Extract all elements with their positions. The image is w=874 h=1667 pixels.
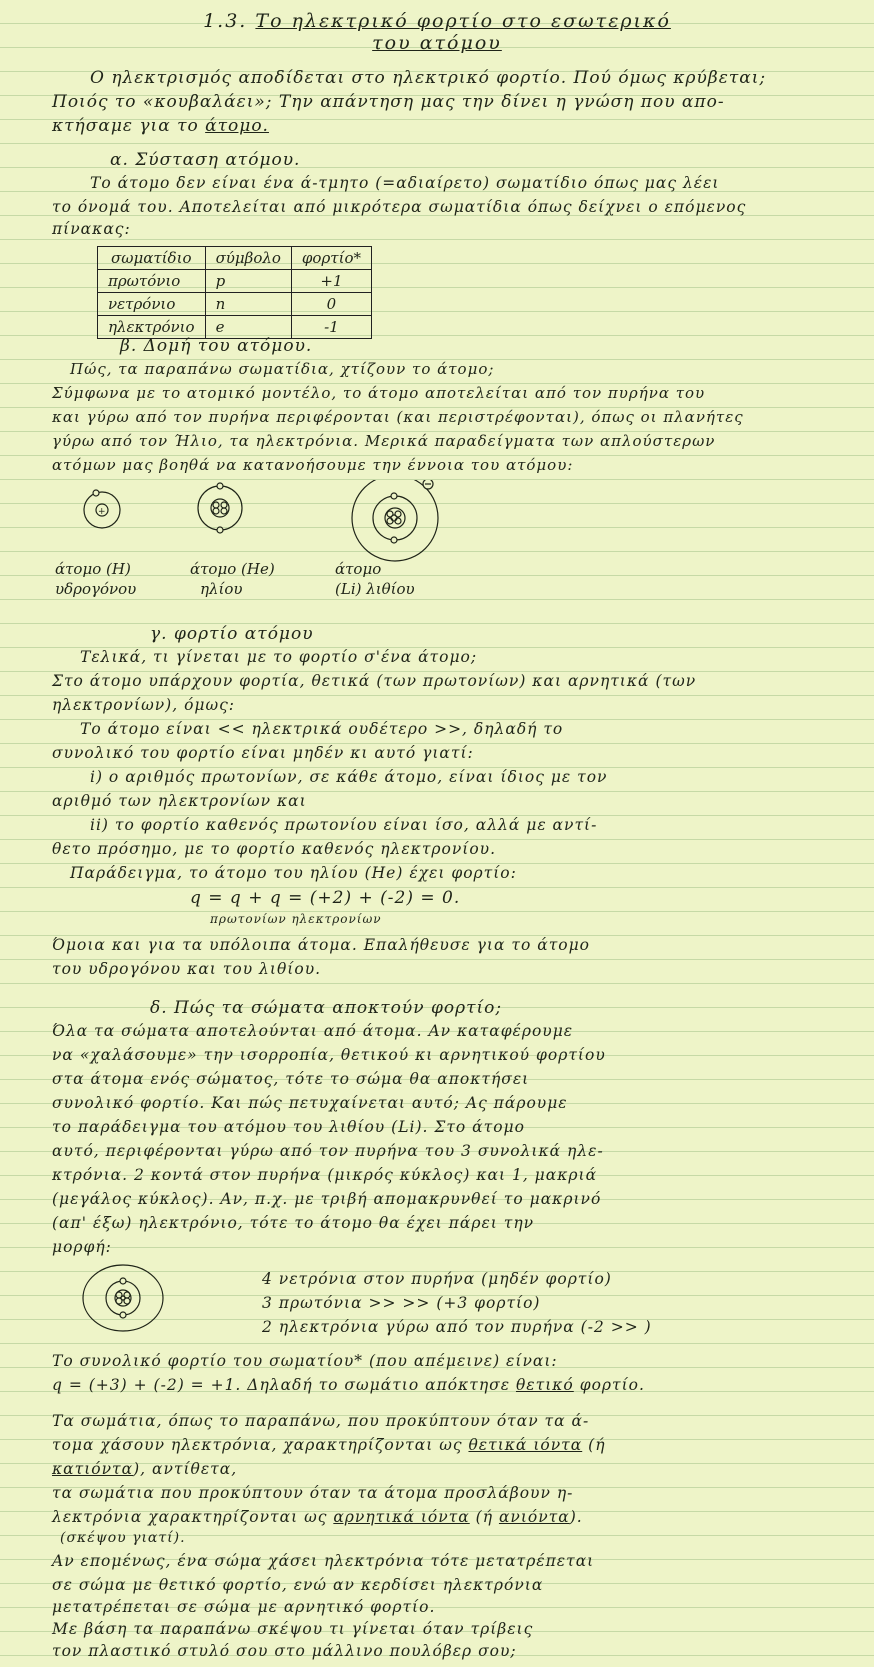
section-b-line: γύρω από τον Ήλιο, τα ηλεκτρόνια. Μερικά παραδείγματα των απλούστερων	[52, 432, 716, 450]
equation-subscripts: πρωτονίων ηλεκτρονίων	[210, 912, 382, 926]
table-row	[98, 270, 372, 293]
section-d-heading: δ. Πώς τα σώματα αποκτούν φορτίο;	[150, 998, 503, 1018]
section-c-line: Παράδειγμα, το άτομο του ηλίου (He) έχει φορτίο:	[70, 864, 517, 882]
section-b-line: Πώς, τα παραπάνω σωματίδια, χτίζουν το άτομο;	[70, 360, 495, 378]
lithium-ion-diagram	[75, 1258, 175, 1338]
table-cell: e	[205, 316, 291, 339]
helium-caption: άτομο (He)	[190, 560, 275, 578]
section-c-line: Στο άτομο υπάρχουν φορτία, θετικά (των πρωτονίων) και αρνητικά (των	[52, 672, 697, 690]
section-a-line: το όνομά του. Αποτελείται από μικρότερα σωματίδια όπως δείχνει ο επόμενος	[52, 198, 747, 216]
positive-ions-term: θετικά ιόντα	[468, 1436, 583, 1454]
final-line	[52, 1436, 605, 1454]
page-title-2	[0, 32, 874, 54]
section-c-line: ηλεκτρονίων), όμως:	[52, 696, 236, 714]
title-line-2: του ατόμου	[372, 32, 502, 54]
section-c-line: Όμοια και για τα υπόλοιπα άτομα. Επαλήθευσε για το άτομο	[52, 936, 591, 954]
final-line: Αν επομένως, ένα σώμα χάσει ηλεκτρόνια τότε μετατρέπεται	[52, 1552, 595, 1570]
section-d-line: αυτό, περιφέρονται γύρω από τον πυρήνα του 3 συνολικά ηλε-	[52, 1142, 604, 1160]
table-row	[98, 293, 372, 316]
table-cell: -1	[291, 316, 371, 339]
section-b-heading: β. Δομή του ατόμου.	[120, 336, 313, 356]
final-line: Τα σωμάτια, όπως το παραπάνω, που προκύπτουν όταν τα ά-	[52, 1412, 590, 1430]
table-header: φορτίο*	[291, 247, 371, 270]
intro-line: Ο ηλεκτρισμός αποδίδεται στο ηλεκτρικό φορτίο. Πού όμως κρύβεται;	[90, 68, 767, 88]
table-cell: ηλεκτρόνιο	[98, 316, 206, 339]
section-d-line: κτρόνια. 2 κοντά στον πυρήνα (μικρός κύκλος) και 1, μακριά	[52, 1166, 598, 1184]
table-header-row	[98, 247, 372, 270]
page-title	[0, 10, 874, 32]
table-cell: p	[205, 270, 291, 293]
hydrogen-caption-2: υδρογόνου	[55, 580, 137, 598]
ion-note: 4 νετρόνια στον πυρήνα (μηδέν φορτίο)	[262, 1270, 612, 1288]
final-text: (ή	[588, 1436, 606, 1454]
section-c-line: του υδρογόνου και του λιθίου.	[52, 960, 322, 978]
intro-text: κτήσαμε για το	[52, 116, 199, 136]
final-line	[52, 1508, 583, 1526]
section-d-line: στα άτομα ενός σώματος, τότε το σώμα θα αποκτήσει	[52, 1070, 530, 1088]
intro-line: Ποιός το «κουβαλάει»; Την απάντηση μας την δίνει η γνώση που απο-	[52, 92, 725, 112]
lithium-caption-2: (Li) λιθίου	[335, 580, 415, 598]
positive-word: θετικό	[515, 1376, 574, 1394]
final-line: τα σωμάτια που προκύπτουν όταν τα άτομα προσλάβουν η-	[52, 1484, 574, 1502]
final-line: σε σώμα με θετικό φορτίο, ενώ αν κερδίσει ηλεκτρόνια	[52, 1576, 544, 1594]
section-d-line: να «χαλάσουμε» την ισορροπία, θετικού κι αρνητικού φορτίου	[52, 1046, 606, 1064]
section-c-line: θετο πρόσημο, με το φορτίο καθενός ηλεκτρονίου.	[52, 840, 497, 858]
helium-atom	[198, 483, 242, 533]
intro-atom-word: άτομο.	[205, 116, 269, 136]
table-header: σύμβολο	[205, 247, 291, 270]
final-text: (ή	[475, 1508, 493, 1526]
lithium-atom	[352, 480, 438, 561]
section-d-line: (απ' έξω) ηλεκτρόνιο, τότε το άτομο θα έχει πάρει την	[52, 1214, 535, 1232]
calc-text: q = (+3) + (-2) = +1. Δηλαδή το σωμάτιο απόκτησε	[52, 1376, 511, 1394]
section-a-line: πίνακας:	[52, 220, 131, 238]
final-line: τον πλαστικό στυλό σου στο μάλλινο πουλόβερ σου;	[52, 1642, 517, 1660]
section-d-line: (μεγάλος κύκλος). Αν, π.χ. με τριβή απομακρυνθεί το μακρινό	[52, 1190, 602, 1208]
section-c-line: Τελικά, τι γίνεται με το φορτίο σ'ένα άτομο;	[80, 648, 478, 666]
section-a-heading: α. Σύσταση ατόμου.	[110, 150, 301, 170]
calc-line	[52, 1376, 645, 1394]
section-d-line: το παράδειγμα του ατόμου του λιθίου (Li). Στο άτομο	[52, 1118, 525, 1136]
section-b-line: ατόμων μας βοηθά να κατανοήσουμε την έννοια του ατόμου:	[52, 456, 574, 474]
section-number: 1.3.	[203, 10, 248, 32]
intro-line	[52, 116, 269, 136]
negative-ions-term: αρνητικά ιόντα	[333, 1508, 470, 1526]
section-c-line: Το άτομο είναι << ηλεκτρικά ουδέτερο >>, δηλαδή το	[80, 720, 564, 738]
atom-diagrams	[70, 480, 490, 590]
cations-term: κατιόντα	[52, 1460, 134, 1478]
section-b-line: Σύμφωνα με το ατομικό μοντέλο, το άτομο αποτελείται από τον πυρήνα του	[52, 384, 706, 402]
final-line: Με βάση τα παραπάνω σκέψου τι γίνεται όταν τρίβεις	[52, 1620, 534, 1638]
hydrogen-atom	[84, 490, 120, 528]
section-c-line: αριθμό των ηλεκτρονίων και	[52, 792, 307, 810]
charge-equation: q = q + q = (+2) + (-2) = 0.	[190, 888, 461, 908]
particles-table	[97, 246, 372, 339]
final-text: ).	[569, 1508, 583, 1526]
final-text: λεκτρόνια χαρακτηρίζονται ως	[52, 1508, 328, 1526]
table-cell: πρωτόνιο	[98, 270, 206, 293]
svg-text:+: +	[98, 507, 106, 517]
lithium-caption: άτομο	[335, 560, 382, 578]
section-c-heading: γ. φορτίο ατόμου	[150, 624, 314, 644]
final-line: (σκέψου γιατί).	[60, 1530, 186, 1546]
final-line: μετατρέπεται σε σώμα με αρνητικό φορτίο.	[52, 1598, 436, 1616]
final-text: τομα χάσουν ηλεκτρόνια, χαρακτηρίζονται ως	[52, 1436, 463, 1454]
section-d-line: μορφή:	[52, 1238, 112, 1256]
calc-text-end: φορτίο.	[579, 1376, 645, 1394]
final-line	[52, 1460, 237, 1478]
section-c-line: i) ο αριθμός πρωτονίων, σε κάθε άτομο, είναι ίδιος με τον	[90, 768, 608, 786]
table-cell: νετρόνιο	[98, 293, 206, 316]
total-charge-line: Το συνολικό φορτίο του σωματίου* (που απέμεινε) είναι:	[52, 1352, 558, 1370]
final-text: ), αντίθετα,	[133, 1460, 238, 1478]
section-d-line: συνολικό φορτίο. Και πώς πετυχαίνεται αυτό; Ας πάρουμε	[52, 1094, 568, 1112]
table-cell: 0	[291, 293, 371, 316]
table-cell: +1	[291, 270, 371, 293]
section-c-line: ii) το φορτίο καθενός πρωτονίου είναι ίσο, αλλά με αντί-	[90, 816, 598, 834]
hydrogen-caption: άτομο (H)	[55, 560, 131, 578]
ion-note: 3 πρωτόνια >> >> (+3 φορτίο)	[262, 1294, 541, 1312]
section-c-line: συνολικό του φορτίο είναι μηδέν κι αυτό γιατί:	[52, 744, 474, 762]
section-d-line: Όλα τα σώματα αποτελούνται από άτομα. Αν καταφέρουμε	[52, 1022, 574, 1040]
anions-term: ανιόντα	[498, 1508, 570, 1526]
helium-caption-2: ηλίου	[200, 580, 243, 598]
table-header: σωματίδιο	[98, 247, 206, 270]
table-cell: n	[205, 293, 291, 316]
title-line-1: Το ηλεκτρικό φορτίο στο εσωτερικό	[255, 10, 671, 32]
section-b-line: και γύρω από τον πυρήνα περιφέρονται (και περιστρέφονται), όπως οι πλανήτες	[52, 408, 744, 426]
section-a-line: Το άτομο δεν είναι ένα ά-τμητο (=αδιαίρετο) σωματίδιο όπως μας λέει	[90, 174, 720, 192]
ion-note: 2 ηλεκτρόνια γύρω από τον πυρήνα (-2 >> )	[262, 1318, 652, 1336]
